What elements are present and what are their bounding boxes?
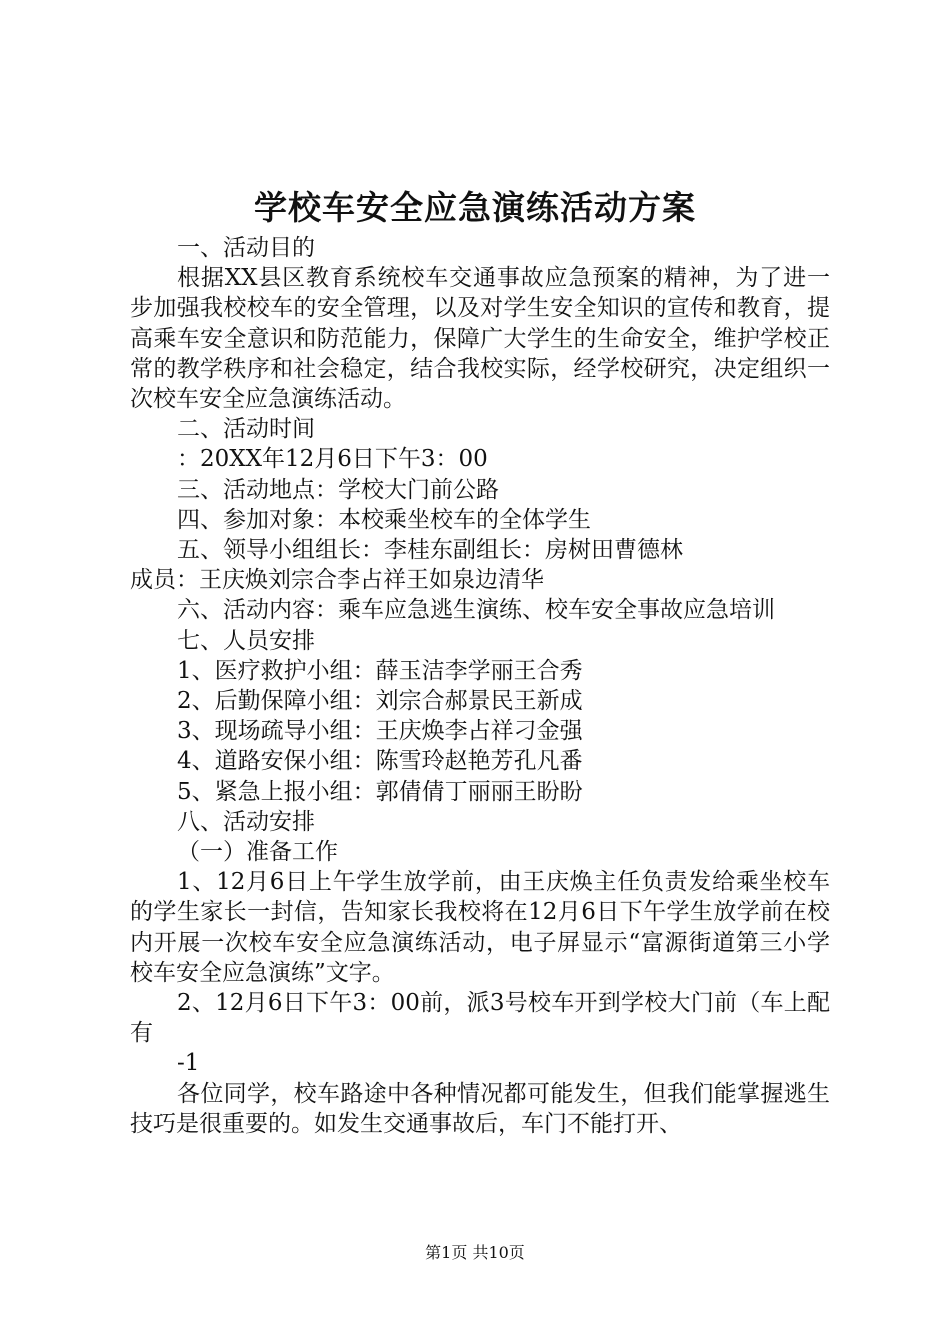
paragraph: -1 (177, 1050, 200, 1077)
paragraph: 各位同学，校车路途中各种情况都可能发生，但我们能掌握逃生技巧是很重要的。如发生交通事故后，车门不能打开、 (130, 1080, 830, 1137)
document-body (130, 233, 830, 1139)
paragraph: 四、参加对象：本校乘坐校车的全体学生 (177, 506, 591, 533)
paragraph: 五、领导小组组长：李桂东副组长：房树田曹德林 (177, 537, 683, 564)
paragraph: 4、道路安保小组：陈雪玲赵艳芳孔凡番 (177, 748, 583, 775)
paragraph: 3、现场疏导小组：王庆焕李占祥刁金强 (177, 718, 583, 745)
page-number: 第1页 共10页 (425, 1243, 525, 1262)
paragraph: 1、12月6日上午学生放学前，由王庆焕主任负责发给乘坐校车的学生家长一封信，告知家长我校将在12月6日下午学生放学前在校内开展一次校车安全应急演练活动，电子屏显示“富源街道第三小学校车安全应急演练”文字。 (130, 869, 830, 986)
paragraph: ：20XX年12月6日下午3：00 (177, 446, 488, 473)
paragraph: 2、后勤保障小组：刘宗合郝景民王新成 (177, 688, 583, 715)
paragraph: 三、活动地点：学校大门前公路 (177, 476, 499, 503)
paragraph: 七、人员安排 (177, 627, 315, 654)
paragraph: 1、医疗救护小组：薛玉洁李学丽王合秀 (177, 657, 583, 684)
paragraph: （一）准备工作 (177, 839, 338, 866)
paragraph: 一、活动目的 (177, 235, 315, 261)
paragraph: 六、活动内容：乘车应急逃生演练、校车安全事故应急培训 (177, 597, 775, 624)
paragraph: 八、活动安排 (177, 808, 315, 835)
paragraph: 根据XX县区教育系统校车交通事故应急预案的精神，为了进一步加强我校校车的安全管理，以及对学生安全知识的宣传和教育，提高乘车安全意识和防范能力，保障广大学生的生命安全，维护学校正常的教学秩序和社会稳定，结合我校实际，经学校研究，决定组织一次校车安全应急演练活动。 (130, 265, 830, 413)
document-title: 学校车安全应急演练活动方案 (254, 188, 696, 227)
paragraph: 成员：王庆焕刘宗合李占祥王如泉边清华 (130, 567, 544, 594)
paragraph: 5、紧急上报小组：郭倩倩丁丽丽王盼盼 (177, 778, 583, 805)
paragraph: 二、活动时间 (177, 416, 315, 443)
paragraph: 2、12月6日下午3：00前，派3号校车开到学校大门前（车上配有 (130, 990, 830, 1047)
